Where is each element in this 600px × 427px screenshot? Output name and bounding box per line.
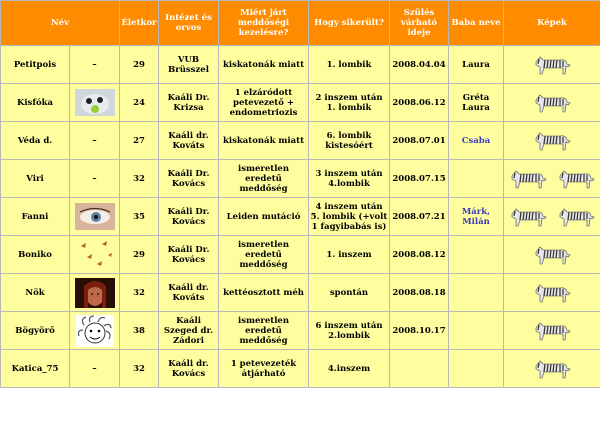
table-row (1, 198, 600, 236)
cell-nev: Viri (1, 160, 70, 198)
cell-baba: Laura (449, 46, 504, 84)
zebra-tickers (505, 52, 599, 78)
table-row (1, 274, 600, 312)
cell-szules: 2008.10.17 (390, 312, 449, 350)
cell-szules: 2008.08.12 (390, 236, 449, 274)
cell-miert: ismeretlen eredetű meddőség (219, 236, 309, 274)
zebra-ticker-icon (554, 204, 598, 230)
cell-baba (449, 274, 504, 312)
cell-kepek (504, 274, 600, 312)
zebra-ticker-icon (530, 280, 574, 306)
cell-hogy: 6. lombik kistesóért (309, 122, 390, 160)
cell-eletkor: 29 (120, 46, 159, 84)
cell-nev: Véda d. (1, 122, 70, 160)
zebra-ticker-icon (530, 356, 574, 382)
header-miert: Miért járt meddőségi kezelésre? (219, 1, 309, 46)
cell-intezet: Kaáli Dr. Kovács (159, 236, 219, 274)
zebra-ticker-icon (530, 318, 574, 344)
cell-kepek (504, 122, 600, 160)
zebra-tickers (505, 204, 599, 230)
cell-nev: Katica_75 (1, 350, 70, 388)
cell-nev: Nök (1, 274, 70, 312)
cell-eletkor: 27 (120, 122, 159, 160)
cell-intezet: Kaáli Szeged dr. Zádori (159, 312, 219, 350)
cell-intezet: Kaáli Dr. Kovács (159, 160, 219, 198)
cell-avatar (70, 274, 120, 312)
cell-baba (449, 160, 504, 198)
header-hogy: Hogy sikerült? (309, 1, 390, 46)
seal-avatar-icon (75, 89, 115, 116)
cell-nev: Fanni (1, 198, 70, 236)
cell-intezet: VUB Brüsszel (159, 46, 219, 84)
zebra-tickers (505, 318, 599, 344)
medusa-avatar-icon (76, 315, 114, 347)
header-kepek: Képek (504, 1, 600, 46)
cell-miert: kiskatonák miatt (219, 46, 309, 84)
cell-szules: 2008.07.01 (390, 122, 449, 160)
header-szules: Szülés várható ideje (390, 1, 449, 46)
cell-baba (449, 312, 504, 350)
cell-baba (449, 236, 504, 274)
cell-eletkor: 32 (120, 350, 159, 388)
zebra-ticker-icon (554, 166, 598, 192)
cell-hogy: 1. inszem (309, 236, 390, 274)
header-baba: Baba neve (449, 1, 504, 46)
cell-szules: 2008.04.04 (390, 46, 449, 84)
cell-miert: ismeretlen eredetű meddőség (219, 160, 309, 198)
cell-kepek (504, 160, 600, 198)
header-nev: Név (1, 1, 120, 46)
zebra-tickers (505, 90, 599, 116)
cell-miert: Leiden mutáció (219, 198, 309, 236)
header-row (1, 1, 600, 46)
cell-avatar (70, 236, 120, 274)
zebra-tickers (505, 356, 599, 382)
cell-kepek (504, 236, 600, 274)
table-row (1, 46, 600, 84)
portrait-avatar-icon (75, 278, 115, 308)
cell-intezet: Kaáli Dr. Krizsa (159, 84, 219, 122)
cell-szules: 2008.06.12 (390, 84, 449, 122)
cell-intezet: Kaáli Dr. Kovács (159, 198, 219, 236)
zebra-ticker-icon (530, 242, 574, 268)
cell-miert: 1 petevezeték átjárható (219, 350, 309, 388)
cell-avatar: – (70, 160, 120, 198)
cell-nev: Bögyörő (1, 312, 70, 350)
cell-avatar: – (70, 46, 120, 84)
zebra-tickers (505, 242, 599, 268)
cell-szules: 2008.07.21 (390, 198, 449, 236)
cell-avatar (70, 198, 120, 236)
cell-baba (449, 350, 504, 388)
cell-hogy: 3 inszem után 4.lombik (309, 160, 390, 198)
table-row (1, 312, 600, 350)
cell-kepek (504, 84, 600, 122)
cell-nev: Kisfóka (1, 84, 70, 122)
cell-hogy: 1. lombik (309, 46, 390, 84)
cell-hogy: 4.inszem (309, 350, 390, 388)
cell-intezet: Kaáli dr. Kováts (159, 274, 219, 312)
zebra-tickers (505, 280, 599, 306)
cell-nev: Petitpois (1, 46, 70, 84)
cell-intezet: Kaáli dr. Kovács (159, 350, 219, 388)
cell-eletkor: 32 (120, 160, 159, 198)
butterflies-avatar-icon (75, 240, 115, 270)
table-row (1, 160, 600, 198)
table-row (1, 84, 600, 122)
cell-eletkor: 24 (120, 84, 159, 122)
cell-szules: 2008.08.18 (390, 274, 449, 312)
cell-hogy: 4 inszem után 5. lombik (+volt 1 fagyibabás is) (309, 198, 390, 236)
cell-avatar (70, 312, 120, 350)
eye-avatar-icon (75, 203, 115, 230)
zebra-ticker-icon (530, 128, 574, 154)
zebra-ticker-icon (530, 52, 574, 78)
cell-eletkor: 29 (120, 236, 159, 274)
cell-baba: Csaba (449, 122, 504, 160)
zebra-tickers (505, 166, 599, 192)
header-eletkor: Életkor (120, 1, 159, 46)
cell-miert: kiskatonák miatt (219, 122, 309, 160)
header-intezet: Intézet és orvos (159, 1, 219, 46)
cell-miert: 1 elzáródott petevezető + endometriozis (219, 84, 309, 122)
cell-miert: kettéosztott méh (219, 274, 309, 312)
cell-baba: Márk, Milán (449, 198, 504, 236)
table-row (1, 350, 600, 388)
cell-miert: ismeretlen eredetű meddőség (219, 312, 309, 350)
table-row (1, 122, 600, 160)
cell-intezet: Kaáli dr. Kováts (159, 122, 219, 160)
cell-avatar (70, 84, 120, 122)
cell-kepek (504, 198, 600, 236)
cell-hogy: 6 inszem után 2.lombik (309, 312, 390, 350)
cell-eletkor: 32 (120, 274, 159, 312)
cell-avatar: – (70, 122, 120, 160)
cell-eletkor: 38 (120, 312, 159, 350)
cell-hogy: spontán (309, 274, 390, 312)
zebra-ticker-icon (506, 166, 550, 192)
cell-szules (390, 350, 449, 388)
zebra-ticker-icon (506, 204, 550, 230)
cell-kepek (504, 46, 600, 84)
cell-hogy: 2 inszem után 1. lombik (309, 84, 390, 122)
cell-eletkor: 35 (120, 198, 159, 236)
cell-szules: 2008.07.15 (390, 160, 449, 198)
cell-kepek (504, 350, 600, 388)
cell-nev: Boniko (1, 236, 70, 274)
zebra-tickers (505, 128, 599, 154)
zebra-ticker-icon (530, 90, 574, 116)
cell-baba: Gréta Laura (449, 84, 504, 122)
cell-kepek (504, 312, 600, 350)
cell-avatar: – (70, 350, 120, 388)
table-row (1, 236, 600, 274)
